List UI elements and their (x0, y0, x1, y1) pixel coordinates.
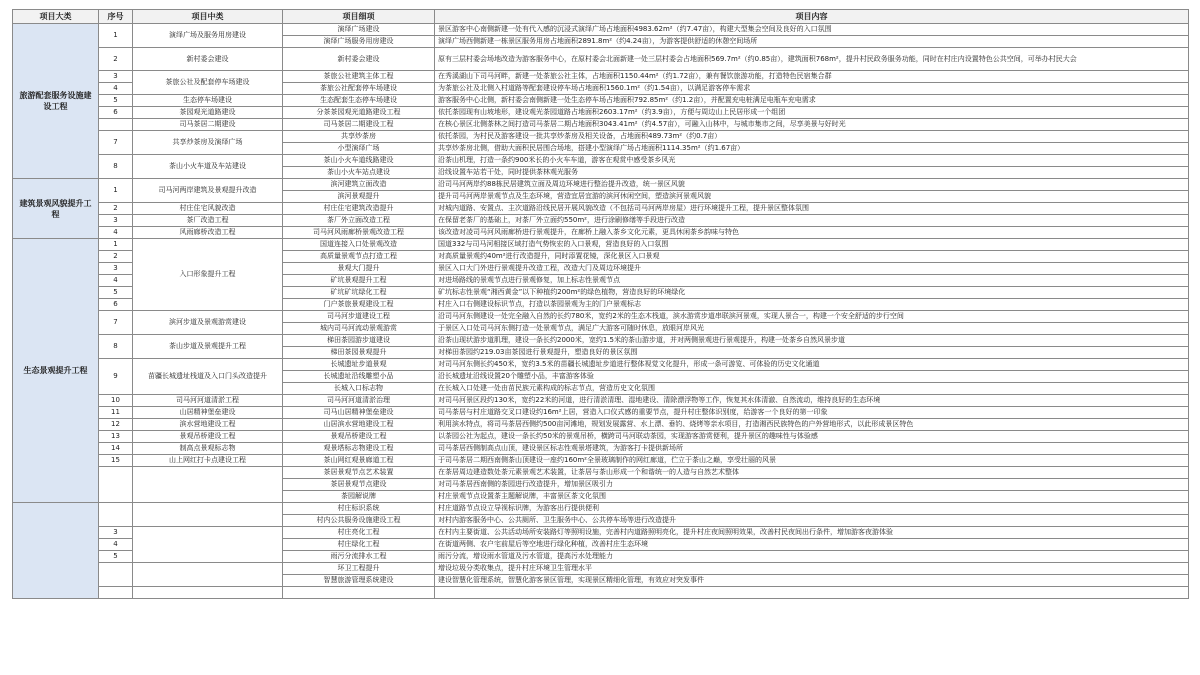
content-cell: 在街道两侧、农户宅前屋后等空地进行绿化种植，改善村庄生态环境 (435, 539, 1189, 551)
mid-cell: 滨河步道及景观游赏建设 (133, 311, 283, 335)
mid-cell: 茶山小火车道及车站建设 (133, 155, 283, 179)
content-cell: 游客服务中心北侧，新村委会南侧新建一处生态停车场占地面积792.85m²（约1.2亩），并配置充电桩满足电瓶车充电需求 (435, 95, 1189, 107)
table-row (13, 71, 1189, 83)
content-cell: 对村内游客服务中心、公共厕所、卫生服务中心、公共停车场等进行改造提升 (435, 515, 1189, 527)
table-row (13, 335, 1189, 347)
table-row (13, 359, 1189, 371)
mid-cell: 风雨廊桥改造工程 (133, 227, 283, 239)
item-cell: 城内司马河流动景观游赏 (283, 323, 435, 335)
table-row (13, 527, 1189, 539)
no-cell: 3 (99, 263, 133, 275)
mid-cell: 入口形象提升工程 (133, 239, 283, 311)
no-cell: 8 (99, 155, 133, 179)
item-cell: 茶居景观节点艺术装置 (283, 467, 435, 479)
item-cell: 共享炒茶房 (283, 131, 435, 143)
item-cell: 司马茶居二期建设工程 (283, 119, 435, 131)
content-cell: 在秀溪湖山下司马河畔，新建一处茶旅公社主体，占地面积1150.44m²（约1.72亩），兼有餐饮旅游功能，打造特色民宿集合群 (435, 71, 1189, 83)
table-row (13, 239, 1189, 251)
table-row (13, 155, 1189, 167)
item-cell: 生态配套生态停车场建设 (283, 95, 435, 107)
no-cell: 5 (99, 551, 133, 563)
no-cell: 4 (99, 275, 133, 287)
header-no: 序号 (99, 10, 133, 24)
header-category: 项目大类 (13, 10, 99, 24)
no-cell: 8 (99, 335, 133, 359)
no-cell: 9 (99, 359, 133, 395)
content-cell: 于景区入口处司马河东侧打造一处景观节点，满足广大游客可随时休息，放眼河岸风光 (435, 323, 1189, 335)
mid-cell: 苗疆长城遗址栈道及入口门头改造提升 (133, 359, 283, 395)
item-cell: 司马河河道清淤治理 (283, 395, 435, 407)
content-cell: 依托茶园，为村民及游客建设一批共享炒茶房及相关设备，占地面积489.73m²（约0.7亩） (435, 131, 1189, 143)
item-cell: 村庄住宅建筑改造提升 (283, 203, 435, 215)
no-cell: 2 (99, 48, 133, 71)
item-cell: 村庄标识系统 (283, 503, 435, 515)
content-cell: 依托茶园现有山坡地形，建设观光茶园道路占地面积2603.17m²（约3.9亩），方便与周边山上民居形成一个组团 (435, 107, 1189, 119)
content-cell: 景区游客中心南侧新建一处有代入感的沉浸式演绎广场占地面积4983.62m²（约7.47亩），构建大型集会空间及良好的入口氛围 (435, 24, 1189, 36)
no-cell: 1 (99, 239, 133, 251)
no-cell: 3 (99, 527, 133, 539)
no-cell: 2 (99, 251, 133, 263)
table-row (13, 95, 1189, 107)
no-cell: 7 (99, 131, 133, 155)
content-cell: 在村内主要街道、公共活动场所安装路灯等照明设施，完善村内道路照明亮化，提升村庄夜间照明效果，改善村民夜间出行条件，增加游客夜游体验 (435, 527, 1189, 539)
category-cell: 旅游配套服务设施建设工程 (13, 24, 99, 179)
no-cell (99, 587, 133, 599)
item-cell: 矿坑矿坑绿化工程 (283, 287, 435, 299)
content-cell: 沿线设置车站若干处，同时提供茶林观光服务 (435, 167, 1189, 179)
table-row (13, 227, 1189, 239)
mid-cell: 山居精神堡垒建设 (133, 407, 283, 419)
no-cell: 10 (99, 395, 133, 407)
table-body (13, 24, 1189, 599)
item-cell: 矿坑景观提升工程 (283, 275, 435, 287)
table-row (13, 24, 1189, 36)
item-cell: 村内公共服务设施建设工程 (283, 515, 435, 527)
item-cell: 司马河风雨廊桥景观改造工程 (283, 227, 435, 239)
item-cell (283, 587, 435, 599)
item-cell: 茶旅公社建筑主体工程 (283, 71, 435, 83)
content-cell: 对梯田茶园约219.03亩茶园进行景观提升，塑造良好的景区氛围 (435, 347, 1189, 359)
content-cell: 增设垃圾分类收集点，提升村庄环境卫生管理水平 (435, 563, 1189, 575)
content-cell: 司马茶居与村庄道路交叉口建设约16m²上居，营造入口仪式感的重要节点，提升村庄整体识别度，给游客一个良好的第一印象 (435, 407, 1189, 419)
no-cell: 12 (99, 419, 133, 431)
item-cell: 国道连接入口处景观改造 (283, 239, 435, 251)
table-row (13, 107, 1189, 119)
content-cell: 沿茶山现状游步道肌理，建设一条长约2000米，宽约1.5米的茶山游步道，并对两侧景观进行景观提升，构建一处茶乡自然风景步道 (435, 335, 1189, 347)
table-row (13, 179, 1189, 191)
table-row (13, 443, 1189, 455)
content-cell: 共享炒茶房北侧，借助大面积民居围合场地，搭建小型演绎广场占地面积1114.35m²（约1.67亩） (435, 143, 1189, 155)
no-cell: 5 (99, 287, 133, 299)
item-cell: 村庄亮化工程 (283, 527, 435, 539)
header-content: 项目内容 (435, 10, 1189, 24)
table-row (13, 431, 1189, 443)
item-cell: 雨污分流排水工程 (283, 551, 435, 563)
table-row (13, 563, 1189, 575)
no-cell: 11 (99, 407, 133, 419)
item-cell: 分茶茶园观光道路建设工程 (283, 107, 435, 119)
mid-cell: 茶山步道及景观提升工程 (133, 335, 283, 359)
no-cell: 2 (99, 203, 133, 215)
mid-cell: 司马河两岸建筑及景观提升改造 (133, 179, 283, 203)
item-cell: 司马山居精神堡垒建设 (283, 407, 435, 419)
no-cell: 15 (99, 455, 133, 467)
table-row (13, 203, 1189, 215)
no-cell: 4 (99, 539, 133, 551)
content-cell: 为茶旅公社及北侧入村道路等配套建设停车场占地面积1560.1m²（约1.54亩），以满足游客停车需求 (435, 83, 1189, 95)
category-cell: 建筑景观风貌提升工程 (13, 179, 99, 239)
mid-cell: 生态停车场建设 (133, 95, 283, 107)
item-cell: 景观大门提升 (283, 263, 435, 275)
no-cell (99, 563, 133, 587)
item-cell: 观景塔标志物建设工程 (283, 443, 435, 455)
content-cell: 对高质量景观约40m²进行改造提升，同时添置花镜，深化景区入口景观 (435, 251, 1189, 263)
item-cell: 茶园解说牌 (283, 491, 435, 503)
item-cell: 滨河景观提升 (283, 191, 435, 203)
no-cell: 7 (99, 311, 133, 335)
no-cell: 3 (99, 71, 133, 83)
no-cell: 3 (99, 215, 133, 227)
item-cell: 茶山网红观景廊道工程 (283, 455, 435, 467)
category-cell (13, 503, 99, 599)
content-cell: 以茶园公社为起点，建设一条长约50米的景观吊桥，横跨司马河联动茶园，实现游客游赏便利，提升景区的趣味性与体验感 (435, 431, 1189, 443)
content-cell: 建设智慧化管理系统，智慧化游客景区管理，实现景区精细化管理，有效应对突发事件 (435, 575, 1189, 587)
item-cell: 小型演绎广场 (283, 143, 435, 155)
content-cell: 原有三层村委会场地改造为游客服务中心，在原村委会北面新建一处三层村委会占地面积569.7m²（约0.85亩），建筑面积768m²，提升村民政务服务功能，同时在村庄内设置特色公共空间，可举办村民大会 (435, 48, 1189, 71)
mid-cell: 司马河河道清淤工程 (133, 395, 283, 407)
content-cell: 对进场路线的景观节点进行景观修复，加上标志性景观节点 (435, 275, 1189, 287)
content-cell: 对司马河东侧长约450米，宽约3.5米的苗疆长城遗址步道进行整体视觉文化提升，形成一条可游览、可体验的历史文化通道 (435, 359, 1189, 371)
no-cell: 4 (99, 227, 133, 239)
content-cell: 景区入口大门外进行景观提升改造工程，改造大门及周边环境提升 (435, 263, 1189, 275)
content-cell (435, 587, 1189, 599)
mid-cell: 共享炒茶房及演绎广场 (133, 131, 283, 155)
no-cell: 1 (99, 24, 133, 48)
item-cell: 智慧旅游管理系统建设 (283, 575, 435, 587)
no-cell: 1 (99, 179, 133, 203)
item-cell: 演绎广场服务用房建设 (283, 36, 435, 48)
table-row (13, 311, 1189, 323)
header-item: 项目细项 (283, 10, 435, 24)
mid-cell: 景观吊桥建设工程 (133, 431, 283, 443)
item-cell: 茶山小火车站点建设 (283, 167, 435, 179)
category-cell: 生态景观提升工程 (13, 239, 99, 503)
project-table (12, 9, 1189, 599)
no-cell: 4 (99, 83, 133, 95)
mid-cell: 村庄住宅风貌改造 (133, 203, 283, 215)
item-cell: 茶旅公社配套停车场建设 (283, 83, 435, 95)
content-cell: 在茶居周边建造数处茶元素景观艺术装置，让茶居与茶山形成一个和谐统一的人造与自然艺术整体 (435, 467, 1189, 479)
mid-cell (133, 527, 283, 563)
item-cell: 梯田茶园景观提升 (283, 347, 435, 359)
content-cell: 沿司马河东侧建设一处完全融入自然的长约780米，宽约2米的生态木栈道，滨水游赏步道串联滨河景观，实现人景合一，构建一个安全舒适的步行空间 (435, 311, 1189, 323)
item-cell: 茶山小火车道线路建设 (283, 155, 435, 167)
content-cell: 于司马茶居二期西南侧茶山顶建设一座约160m²全景玻璃制作的网红廊道，伫立于茶山之巅，享受壮丽的风景 (435, 455, 1189, 467)
table-row (13, 48, 1189, 71)
mid-cell (133, 503, 283, 527)
content-cell: 村庄道路节点设立导视标识牌，为游客出行提供便利 (435, 503, 1189, 515)
item-cell: 新村委会建设 (283, 48, 435, 71)
item-cell: 梯田茶园游步道建设 (283, 335, 435, 347)
content-cell: 村庄景观节点设置茶主题解说牌，丰富景区茶文化氛围 (435, 491, 1189, 503)
content-cell: 国道332与司马河相接区域打造气势恢宏的入口景观，营造良好的入口氛围 (435, 239, 1189, 251)
item-cell: 景观吊桥建设工程 (283, 431, 435, 443)
table-row (13, 119, 1189, 131)
table-row (13, 419, 1189, 431)
mid-cell: 新村委会建设 (133, 48, 283, 71)
no-cell: 13 (99, 431, 133, 443)
item-cell: 演绎广场建设 (283, 24, 435, 36)
content-cell: 沿茶山机理，打造一条约900米长的小火车车道，游客在观赏中感受茶乡风光 (435, 155, 1189, 167)
mid-cell: 茶园观光道路建设 (133, 107, 283, 119)
mid-cell (133, 467, 283, 503)
no-cell: 14 (99, 443, 133, 455)
item-cell: 长城遗址步道景观 (283, 359, 435, 371)
table-row (13, 395, 1189, 407)
content-cell: 对城内道路、安置点、主次道路沿线民居开展风貌改造（不包括司马河两岸房屋）进行环境提升工程，提升景区整体氛围 (435, 203, 1189, 215)
no-cell: 6 (99, 299, 133, 311)
no-cell (99, 467, 133, 503)
mid-cell: 制高点景观标志物 (133, 443, 283, 455)
content-cell: 该改造对凌司马河风雨廊桥进行景观提升，在廊桥上融入茶乡文化元素，更具休闲茶乡韵味与特色 (435, 227, 1189, 239)
content-cell: 司马茶居西侧制高点山顶，建设景区标志性观景塔建筑，为游客打卡提供新场所 (435, 443, 1189, 455)
mid-cell (133, 587, 283, 599)
no-cell (99, 503, 133, 527)
content-cell: 沿长城遗址沿线设置20个雕塑小品，丰富游客体验 (435, 371, 1189, 383)
content-cell: 提升司马河两岸景观节点及生态环境，营造宜居宜游的滨河休闲空间，塑造滨河景观风貌 (435, 191, 1189, 203)
item-cell: 滨河建筑立面改造 (283, 179, 435, 191)
mid-cell: 演绎广场及服务用房建设 (133, 24, 283, 48)
item-cell: 茶厂外立面改造工程 (283, 215, 435, 227)
header-mid: 项目中类 (133, 10, 283, 24)
mid-cell: 山上网红打卡点建设工程 (133, 455, 283, 467)
mid-cell (133, 563, 283, 587)
content-cell: 演绎广场西侧新建一栋景区服务用房占地面积2891.8m²（约4.24亩），为游客提供舒适的休憩空间场所 (435, 36, 1189, 48)
table-row (13, 215, 1189, 227)
content-cell: 雨污分流，增设雨水管道及污水管道，提高污水处理能力 (435, 551, 1189, 563)
table-row (13, 467, 1189, 479)
table-row (13, 455, 1189, 467)
no-cell: 6 (99, 107, 133, 119)
content-cell: 对司马茶居西南侧的茶园进行改造提升，增加景区吸引力 (435, 479, 1189, 491)
no-cell (99, 119, 133, 131)
content-cell: 在核心景区北侧茶林之间打造司马茶居二期占地面积3043.41m²（约4.57亩），可融入山林中，与城市集市之间，尽享美景与好时光 (435, 119, 1189, 131)
table-row (13, 587, 1189, 599)
content-cell: 矿坑标志性景观“湘西黄金”以下种植约200m²的绿色植物，营造良好的环境绿化 (435, 287, 1189, 299)
no-cell: 5 (99, 95, 133, 107)
table-row (13, 503, 1189, 515)
item-cell: 茶居景观节点建设 (283, 479, 435, 491)
content-cell: 村庄入口右侧建设标识节点，打造以茶园景观为主的门户景观标志 (435, 299, 1189, 311)
content-cell: 对司马河景区段约130米，宽约22米的河道，进行清淤清理、湿地建设、清除漂浮物等工作，恢复其水体清澈、自然流动，维持良好的生态环境 (435, 395, 1189, 407)
content-cell: 沿司马河两岸约88栋民居建筑立面及周边环境进行整治提升改造，统一景区风貌 (435, 179, 1189, 191)
item-cell: 长城入口标志物 (283, 383, 435, 395)
item-cell: 门户茶旅景观建设工程 (283, 299, 435, 311)
content-cell: 利用滨水特点，将司马茶居西侧约500亩河滩地，规划发展露营、水上漂、垂钓、烧烤等亲水项目，打造湘西民族特色的户外营地形式，以此形成景区特色 (435, 419, 1189, 431)
item-cell: 长城遗址沿线雕塑小品 (283, 371, 435, 383)
mid-cell: 茶旅公社及配套停车场建设 (133, 71, 283, 95)
content-cell: 在保留老茶厂的基础上，对茶厂外立面约550m²，进行涂刷修缮等手段进行改造 (435, 215, 1189, 227)
item-cell: 山居滨水营地建设工程 (283, 419, 435, 431)
mid-cell: 滨水营地建设工程 (133, 419, 283, 431)
item-cell: 村庄绿化工程 (283, 539, 435, 551)
item-cell: 环卫工程提升 (283, 563, 435, 575)
table-row (13, 131, 1189, 143)
mid-cell: 司马茶居二期建设 (133, 119, 283, 131)
content-cell: 在长城入口处建一处由苗民族元素构成的标志节点，营造历史文化氛围 (435, 383, 1189, 395)
item-cell: 高质量景观节点打造工程 (283, 251, 435, 263)
mid-cell: 茶厂改造工程 (133, 215, 283, 227)
header-row (13, 10, 1189, 24)
item-cell: 司马河步道建设工程 (283, 311, 435, 323)
table-row (13, 407, 1189, 419)
